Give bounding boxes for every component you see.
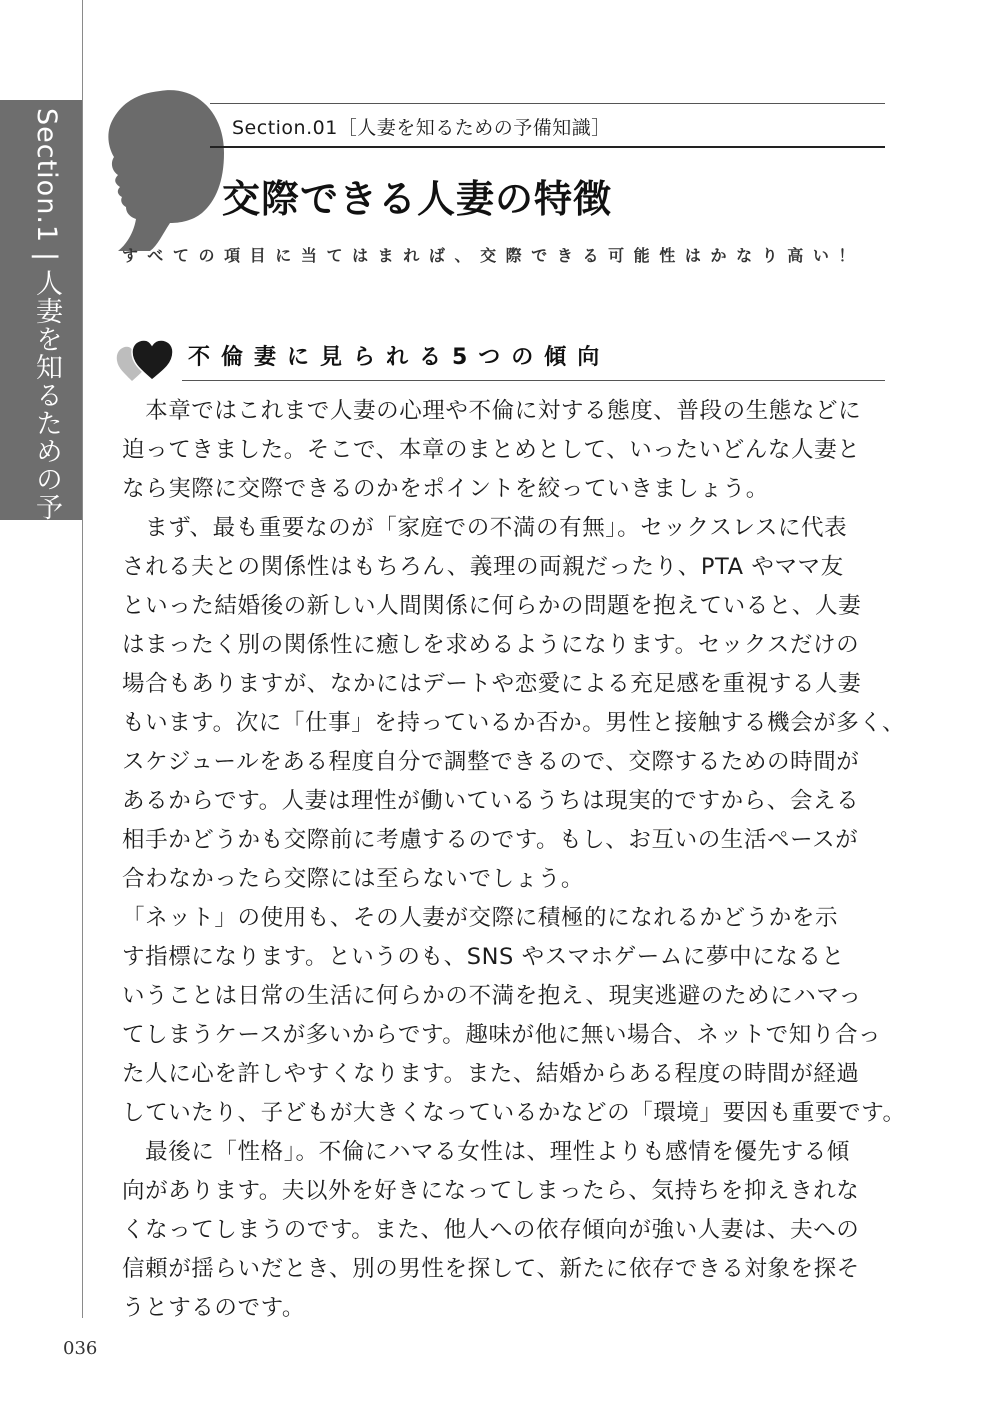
body-line: といった結婚後の新しい人間関係に何らかの問題を抱えていると、人妻 — [122, 593, 862, 619]
body-line: くなってしまうのです。また、他人への依存傾向が強い人妻は、夫への — [122, 1217, 860, 1243]
body-line: 「ネット」の使用も、その人妻が交際に積極的になれるかどうかを示 — [122, 905, 839, 931]
header-rule-top — [210, 103, 885, 104]
woman-silhouette-icon — [100, 83, 230, 253]
side-chapter-label: 人妻を知るための予備知識 — [31, 269, 62, 606]
body-line: 向があります。夫以外を好きになってしまったら、気持ちを抑えきれな — [122, 1178, 860, 1204]
body-line: 迫ってきました。そこで、本章のまとめとして、いったいどんな人妻と — [122, 437, 861, 463]
body-line: なら実際に交際できるのかをポイントを絞っていきましょう。 — [122, 476, 769, 502]
body-line: される夫との関係性はもちろん、義理の両親だったり、PTA やママ友 — [122, 554, 844, 580]
body-line: していたり、子どもが大きくなっているかなどの「環境」要因も重要です。 — [122, 1100, 906, 1126]
body-line: てしまうケースが多いからです。趣味が他に無い場合、ネットで知り合っ — [122, 1022, 882, 1048]
section-label: Section.01［人妻を知るための予備知識］ — [232, 117, 611, 139]
body-line: うとするのです。 — [122, 1295, 306, 1321]
heading-rule — [182, 380, 885, 381]
body-line: いうことは日常の生活に何らかの不満を抱え、現実逃避のためにハマっ — [122, 983, 862, 1009]
body-line: スケジュールをある程度自分で調整できるので、交際するための時間が — [122, 749, 860, 775]
gutter-line — [82, 0, 83, 1318]
body-line: 最後に「性格」。不倫にハマる女性は、理性よりも感情を優先する傾 — [122, 1139, 850, 1165]
header-rule-bottom — [210, 146, 885, 148]
side-section-label: Section.1 — [31, 108, 62, 244]
page-title: 交際できる人妻の特徴 — [222, 177, 613, 221]
body-line: 本章ではこれまで人妻の心理や不倫に対する態度、普段の生態などに — [122, 398, 862, 424]
body-line: まず、最も重要なのが「家庭での不満の有無」。セックスレスに代表 — [122, 515, 848, 541]
page-subtitle: すべての項目に当てはまれば、交際できる可能性はかなり高い！ — [122, 246, 865, 265]
body-line: た人に心を許しやすくなります。また、結婚からある程度の時間が経過 — [122, 1061, 860, 1087]
hearts-icon — [114, 338, 176, 384]
section-heading: 不倫妻に見られる5つの傾向 — [188, 345, 611, 370]
body-text — [122, 392, 906, 1328]
body-line: あるからです。人妻は理性が働いているうちは現実的ですから、会える — [122, 788, 860, 814]
body-line: 相手かどうかも交際前に考慮するのです。もし、お互いの生活ペースが — [122, 827, 859, 853]
body-line: 場合もありますが、なかにはデートや恋愛による充足感を重視する人妻 — [122, 671, 862, 697]
body-line: 信頼が揺らいだとき、別の男性を探して、新たに依存できる対象を探そ — [122, 1256, 860, 1282]
body-line: 合わなかったら交際には至らないでしょう。 — [122, 866, 585, 892]
page-number: 036 — [63, 1338, 98, 1359]
side-separator: | — [31, 251, 62, 261]
body-line: す指標になります。というのも、SNS やスマホゲームに夢中になると — [122, 944, 845, 970]
side-tab-text — [24, 108, 68, 605]
body-line: はまったく別の関係性に癒しを求めるようになります。セックスだけの — [122, 632, 860, 658]
body-line: もいます。次に「仕事」を持っているか否か。男性と接触する機会が多く、 — [122, 710, 906, 736]
